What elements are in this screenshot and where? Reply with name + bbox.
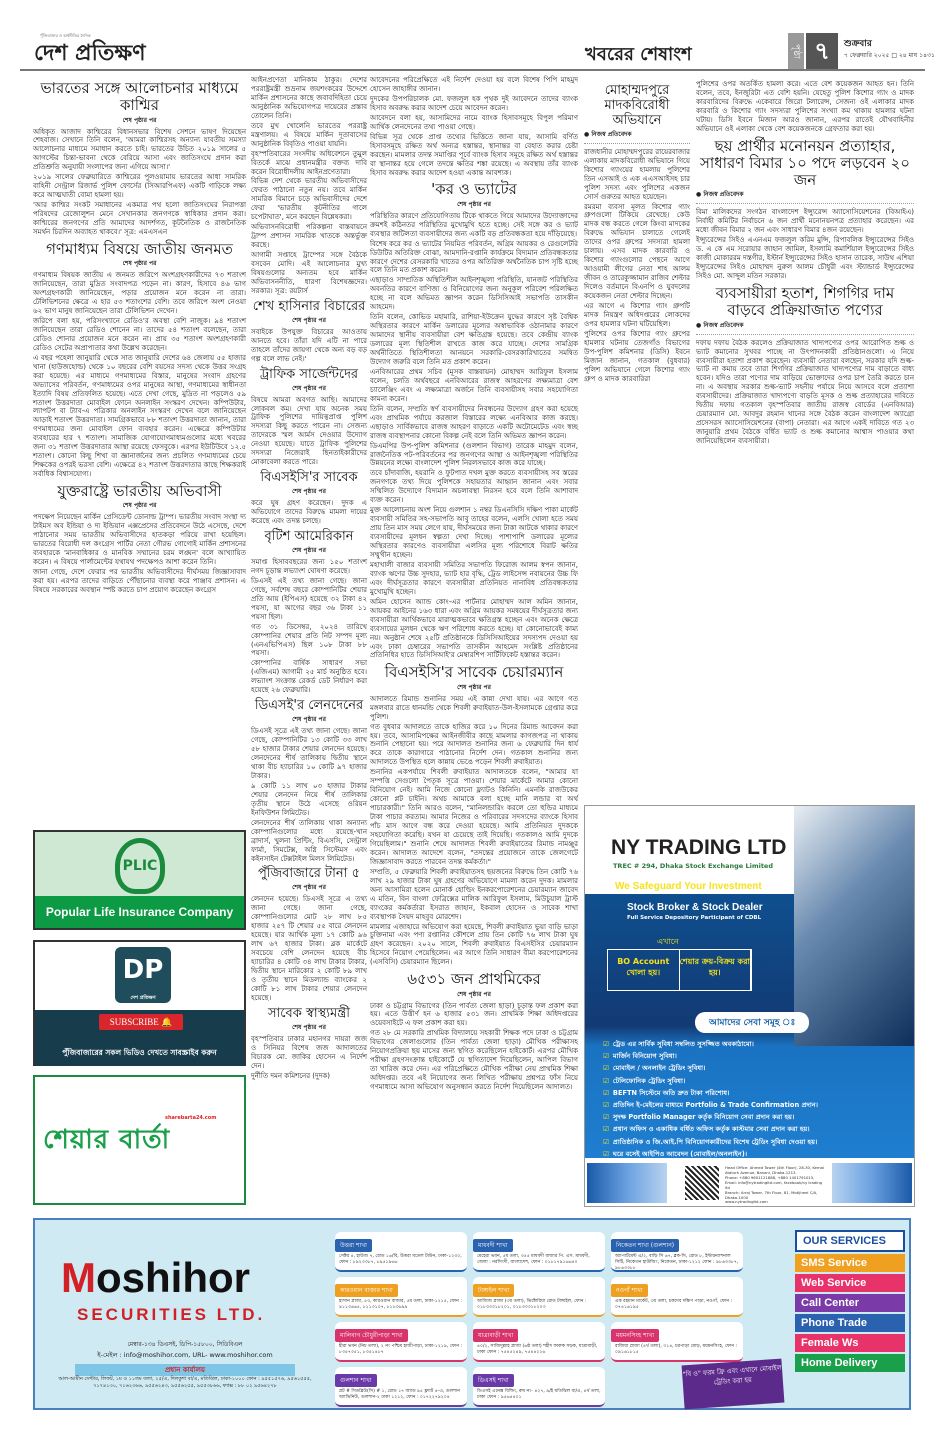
service-badge[interactable]: Call Center: [795, 1294, 905, 1312]
article-paragraph: তিনি বলেন, কোভিড মহামারি, রাশিয়া-ইউক্রেন যুদ্ধের কারণে সৃষ্ট বৈশ্বিক অস্থিরতার কারণে মার্কিন ডলারের মূল্যের অস্বাভাবিক ওঠানামার কারণে আমাদের স্থানীয় ব্যবসায়ীরা বেশ ক্ষতিগ্রস্ত হয়েছে। তবে কেন্দ্রীয় ব্যাংক ডলারের মূল্য স্থিতিশীল রাখতে কাজ করে যাচ্ছে। দেশের সামগ্রিক অর্থনীতিতে স্থিতিশীলতা আনয়নে সরকারি-বেসরকারিখাতের সমন্বিত উদ্যোগ জরুরি বলে তিনি মত প্রকাশ করেন।: [370, 313, 578, 366]
article: [251, 471, 367, 526]
article-paragraph: আবেদনে বলা হয়, আসামিদের নামে ব্যাংক হিসাবসমূহে বিপুল পরিমাণ আর্থিক লেনদেনের তথ্য পাওয়া গেছে।: [370, 113, 578, 131]
column-mid-wide: [370, 76, 578, 1210]
column-right-wide: [696, 80, 914, 800]
article-paragraph: মুক্ত আলোচনায় অংশ নিয়ে গুলশান ১ নম্বর ডিএনসিসি দক্ষিণ পাকা মার্কেট ব্যবসায়ী সমিতির সহ-সভাপতি আবু তাহের বলেন, এলসি খোলা হতে সময় প্রায় তিন মাস সময় লেগে যায়, দীর্ঘসময়ের জন্য টাকা আটকে থাকার কারণে ব্যবসায়ীদের মূলধন স্বল্পতা দেখা দিচ্ছে। পাশাপাশি ডলারের মূল্যের অস্থিরতার কারণেও ব্যবসায়ীরা এলসির মূল্য পরিশোধে বিরাট ক্ষতির সম্মুখীন হচ্ছেন।: [370, 506, 578, 559]
service-badge[interactable]: Phone Trade: [795, 1314, 905, 1332]
plic-name: Popular Life Insurance Company: [35, 896, 244, 928]
article-paragraph: পুলিশের ওপর অতর্কিত হামলা করে। এতে বেশ কয়েকজন আহত হন। তিনি বলেন, তবে, ইনজুরিটা এত বেশি হয়নি। যেহেতু পুলিশ কিশোর গ্যাং ও মাদক কারবারিদের বিরুদ্ধে একেবারে জিরো টলারেন্স, সেজন্য ওই এলাকার মাদক কারবারি ও কিশোর গ্যাং সদস্যরা পুলিশের সংখ্যা কম থাকায় হামলার ঘটনা ঘটায়। ডিসি ইবনে মিজান আরও জানান, এরপর রাতেই যৌথবাহিনীর অভিযানে ওই এলাকা থেকে বেশ কয়েকজনকে গ্রেফতার করা হয়।: [696, 80, 914, 133]
article-headline[interactable]: শেখ হাসিনার বিচারের: [252, 298, 366, 314]
article-paragraph: লেনদেন হয়েছে। ডিএসই সূত্রে এ তথ্য জানা গেছে। জানা গেছে, কোম্পানিগুলোর মোট ২৮ লাখ ৮৫ হাজার ২৫৭ টি শেয়ার ৫৫ বারে লেনদেন হয়েছে। যার আর্থিক মূল্য ১৭ কোটি ৯৬ লাখ ৬৭ হাজার টাকা। ব্লক মার্কেটে সবচেয়ে বেশি লেনদেন হয়েছে বীচ হ্যাচারির ৪ কোটি ৩৪ লাখ টাকার টাকার, দ্বিতীয় স্থানে মারিকোর ২ কোটি ৮৯ লাখ ও তৃতীয় স্থানে মিডল্যান্ড ব্যাংকের ২ কোটি ৮১ লাখ টাকার শেয়ার লেনদেন হয়েছে।: [251, 895, 367, 1002]
section-title: খবরের শেষাংশ: [585, 44, 692, 65]
ny-services-title: আমাদের সেবা সমূহ ঃ: [695, 1012, 809, 1033]
checkbox-icon: ☑: [603, 1113, 609, 1122]
moshihor-head-office-label: প্রধান কার্যালয়: [75, 1364, 295, 1376]
article-headline[interactable]: পুঁজিবাজারে টানা ৫: [257, 866, 361, 882]
branch-name: টাঙ্গাইল শাখা: [473, 1284, 514, 1297]
checkbox-icon: ☑: [603, 1052, 609, 1061]
article-paragraph: অভিবাসনবিরোধী পরিকল্পনা বাস্তবায়নে ট্রাম্প প্রশাসন সামরিক খাতকে অন্তর্ভুক্ত করছে।: [251, 223, 367, 250]
article-paragraph: বিমা মালিকদের সংগঠন বাংলাদেশ ইন্স্যুরেন্স অ্যাসোসিয়েশনের (বিআইএ) নির্বাহী কমিটির নির্বাচনে ৬ জন প্রার্থী মনোনয়নপত্র প্রত্যাহার করেছেন। এর মধ্যে জীবন বিমার ২ জন এবং সাধারণ বিমার ৪জন রয়েছেন।: [696, 208, 914, 235]
article-paragraph: গণমাধ্যম বিষয়ক জাতীয় এ জনমত জরিপে অংশগ্রহণকারীদের ৭৩ শতাংশ জানিয়েছেন, তারা মুদ্রিত সংবাদপত্র পড়েন না। কারণ, হিসাবে ৪৬ ভাগ অংশগ্রহণকারী জানিয়েছেন, পড়ার প্রয়োজন মনে করেন না তারা। টেলিভিশনের ক্ষেত্রে এ হার ৫৩ শতাংশের বেশি। তবে জরিপে অংশ নেওয়া ৬২ ভাগ মানুষ জানিয়েছেন তারা টেলিভিশন দেখেন।: [33, 271, 246, 315]
service-item: [603, 1099, 818, 1111]
article-paragraph: সমাপ্ত হিসাববছরের জন্য ১৫০ শতাংশ নগদ চূড়ান্ত লভ্যাংশ ঘোষণা করেছে।: [251, 557, 367, 575]
service-item: [603, 1038, 818, 1050]
article-paragraph: আদালতে রিমান্ড শুনানির সময় এই কান্না দেখা যায়। এর আগে গত মঙ্গলবার রাতে ধানমন্ডি থেকে শিবলী রুবাইয়াত-উল-ইসলামকে গ্রেপ্তার করে পুলিশ।: [370, 694, 578, 721]
checkbox-icon: ☑: [603, 1076, 609, 1085]
ny-offer-boxes: [607, 949, 752, 991]
popular-life-insurance-ad[interactable]: [33, 830, 246, 930]
service-label: BEFTN সিস্টেমে অতি দ্রুত টাকা পরিশোধ।: [612, 1088, 730, 1097]
article-paragraph: বিশেষ করে কর ও ভ্যাটের নিয়মিত পরিবর্তন, অগ্রিম আয়কর ও রেগুলেটরি ডিউটির অতিরিক্ত বোঝা, আমদানি-রপ্তানি কার্যক্রমে বিদ্যমান প্রতিবন্ধকতার কারণে দেশের বেসরকারি খাতের ওপর অতিরিক্ত অর্থনৈতিক চাপ সৃষ্টি হচ্ছে বলে তিনি মত প্রকাশ করেন।: [370, 239, 578, 275]
article: [33, 80, 246, 237]
dp-tv-ad[interactable]: [33, 940, 246, 1066]
dp-logo-text: DP: [122, 955, 164, 985]
article-paragraph: ইন্স্যুরেন্সের সিইও এএনএম ফজলুল করিম মুন্সি, রিপাবলিক ইন্স্যুরেন্সের সিইও ড. এ কে এম সরোয়ার জাহান জামিল, ইসলামি কমার্শিয়াল ইন্স্যুরেন্সের সিইও কাজী মোকাররম দস্তগীর, ইস্টার্ন ইন্স্যুরেন্সের সিইও হাসান তারেক, সাউথ এশিয়া ইন্স্যুরেন্সের সিইও মোহাম্মদ নুরুল আলম চৌধুরী এবং স্ট্যান্ডার্ড ইন্স্যুরেন্সের সিইও মো. আব্দুল মতিন সরকার।: [696, 236, 914, 281]
article: [370, 971, 578, 1092]
article-paragraph: সবাইকে উপযুক্ত বিচারের আওতায় আনতে হবে। তাঁরা যদি এটি না পারে তাহলে তাঁদের জায়গা থেকে অন্য বড় বড় গল্প বলে লাভ নেই।': [251, 327, 367, 363]
byline: ● নিজস্ব প্রতিবেদক: [696, 320, 914, 335]
ny-trading-brand: NY TRADING LTD: [611, 836, 787, 859]
dp-tv-caption: পুঁজিবাজারের সকল ভিডিও দেখতে সাবস্ক্রাইব করুন: [62, 1048, 217, 1057]
service-label: মোবাইল / অনলাইন ট্রেডিং সুবিধা।: [612, 1064, 706, 1073]
article: [33, 241, 246, 479]
service-label: মার্জিন বিনিয়োগ সুবিধা।: [612, 1052, 677, 1061]
page-number: ৭: [806, 33, 838, 69]
article: [584, 84, 690, 384]
ny-offer-trade: শেয়ার ক্রয়-বিক্রয় করা হয়।: [680, 950, 752, 990]
article-paragraph: আইনপ্রণেতা মানিকাম ঠাকুর। দেশের পররাষ্ট্রমন্ত্রী শুভ্রনাম জয়শংকরের উদ্দেশে মার্কিন প্রশাসনের কাছে জবাবদিহিতা চেয়ে আনুষ্ঠানিক অভিযোগপত্র দায়েরের প্রস্তাব তোলেন তিনি।: [251, 76, 367, 120]
service-badge[interactable]: Web Service: [795, 1274, 905, 1292]
ny-trec: TREC # 294, Dhaka Stock Exchange Limited: [613, 862, 773, 870]
masthead-divider: [20, 69, 925, 71]
article-paragraph: ৯ কোটি ১১ লাখ ০৩ হাজার টাকার শেয়ার লেনদেন নিয়ে শীর্ষ তালিকার তৃতীয় স্থানে উঠে এসেছে ওরিয়ন ইনফিউশন লিমিটেড।: [251, 781, 367, 817]
branch-name: কারওয়ান বাজার শাখা: [335, 1284, 398, 1297]
article-paragraph: কোম্পানির বার্ষিক সাধারণ সভা (এজিএম) আগামী ২৫ মার্চ অনুষ্ঠিত হবে। লভ্যাংশ সংক্রান্ত রেকর্ড ডেট নির্ধারণ করা হয়েছে ২৬ ফেব্রুয়ারি।: [251, 659, 367, 695]
service-badge[interactable]: SMS Service: [795, 1254, 905, 1272]
article-paragraph: তবে মুখ খোলেনি ভারতের পররাষ্ট্র মন্ত্রণালয়। এ বিষয়ে মার্কিন দূতাবাসের আনুষ্ঠানিক বিবৃতিও পাওয়া যায়নি।: [251, 121, 367, 148]
branch-name: ময়মনসিংহ শাখা: [611, 1329, 659, 1342]
article-headline[interactable]: বৃটিশ আমেরিকান: [264, 528, 354, 544]
issue-day: শুক্রবার: [844, 39, 872, 49]
newspaper-logo[interactable]: দেশ প্রতিক্ষণ: [34, 40, 146, 66]
article-paragraph: তিনি বলেন, সম্প্রতি স্বর্ণ ব্যবসায়ীদের নিবন্ধনের উদ্যোগ গ্রহণ করা হয়েছে এবং প্রাথমিক পর্যায়ে করজাল বিস্তারের লক্ষ্যে এনবিআর কাজ করছে। এছাড়াও সার্বিকভাবে রাজস্ব আহরণ বাড়াতে একটি অটোমেটেড এবং স্বচ্ছ রাজস্ব ব্যবস্থাপনার কোনো বিকল্প নেই বলে তিনি অভিমত জ্ঞাপন করেন।: [370, 404, 578, 440]
article-headline[interactable]: সাবেক স্বাস্থ্যমন্ত্রী: [267, 1005, 351, 1021]
plic-logo: PLIC: [115, 838, 165, 894]
article: [251, 1007, 367, 1081]
service-item: [603, 1050, 818, 1062]
bell-icon: 🔔: [161, 1017, 173, 1027]
article-paragraph: এর আগে এ কিশোর গ্যাং গ্রুপটি মাদক নিয়ন্ত্রণ অধিদপ্তরের লোকদের ওপর হামলার ঘটনা ঘটিয়েছিল।: [584, 302, 690, 328]
byline: ● নিজস্ব প্রতিবেদক: [584, 129, 690, 144]
branch-name: মাধবদী শাখা: [473, 1239, 513, 1252]
article: [251, 530, 367, 695]
moshihor-securities-ad[interactable]: [33, 1218, 911, 1410]
continued-label: শেষ পৃষ্ঠার পর: [292, 1023, 326, 1031]
ny-subtitle: Full Service Depository Participant of CDBL: [627, 915, 762, 921]
ny-offer-bo: BO Account খোলা হয়।: [608, 950, 680, 990]
article-paragraph: অধিকৃত আজাদ কাশ্মিরের বিধানসভার বিশেষ সেশনে ভাষণ দিয়েছেন শেহবাজ। সেখানে তিনি বলেন, 'আমরা কাশ্মিরসহ অন্যান্য যাবতীয় সমস্যা আলোচনার মাধ্যমে সমাধান করতে চাই। ভারতের উচিত ২০১৯ সালের ৫ আগস্টের চিন্তা-ভাবনা থেকে বেরিয়ে আসা এবং জাতিসংঘে প্রদান করা প্রতিশ্রুতি অনুযায়ী সংলাপের জন্য এগিয়ে আসা।': [33, 127, 246, 172]
byline: ● নিজস্ব প্রতিবেদক: [696, 189, 914, 204]
article-paragraph: বৃহস্পতিবারের সংসদীয় অধিবেশনে তুমুল বিতর্কে মাঝে প্রধানমন্ত্রীর বক্তব্য দাবি করেন বিরোধীদলীয় আইনপ্রণেতারা।: [251, 149, 367, 176]
article-headline[interactable]: ছয় প্রার্থীর মনোনয়ন প্রত্যাহার, সাধারণ বিমার ১০ পদে লড়বেন ২০ জন: [699, 136, 911, 190]
decor-strip-left: [587, 1163, 667, 1203]
article-paragraph: পরিস্থিতির কারণে প্রতিযোগিতায় টিকে থাকতে গিয়ে আমাদের উদ্যোক্তাদের ক্রমশই কঠিনতর পরিস্থিতির মুখোমুখি হতে হচ্ছে। সেই সঙ্গে কর ও ভ্যাট ব্যবস্থার জটিলতা ব্যবসায়ীদের জন্য একটি বড় প্রতিবন্ধকতা হয়ে দাঁড়িয়েছে।: [370, 211, 578, 238]
service-item: [603, 1111, 818, 1123]
subscribe-button[interactable]: [99, 1014, 183, 1030]
service-item: [603, 1075, 818, 1087]
ny-services-list: [603, 1038, 818, 1160]
article-paragraph: মামলার এজাহারে অভিযোগ করা হয়েছে, শিবলী রুবাইয়াত ভুয়া বাড়ি ভাড়া চুক্তিনামা এবং পণ্য রপ্তানির কৌশলে প্রায় তিন কোটি ৭৬ লাখ টাকা ঘুষ গ্রহণ করেছেন। ২০২০ সালে, শিবলী রুবাইয়াত বিএসইসির চেয়ারম্যান হিসেবে নিয়োগ পেয়েছিলেন। এর আগে তিনি সাধারণ বীমা করপোরেশনের (এসবিসি) চেয়ারম্যান ছিলেন।: [370, 922, 578, 967]
article-paragraph: গত ৩১ ডিসেম্বর, ২০২৪ তারিখে কোম্পানির শেয়ার প্রতি নিট সম্পদ মূল্য (এনএভিপিএস) ছিল ১০৮ টাকা ৮৮ পয়সা।: [251, 622, 367, 658]
article-paragraph: রমরমা ব্যবসা মূলত কিশোর গ্যাং গ্রুপগুলো টিকিয়ে রেখেছে। কেউ মাদক বন্ধ করতে গেলে কিংবা মাদকের বিরুদ্ধে অভিযান চালাতে গেলেই তাদের ওপর গ্রুপের সদস্যরা হামলা চালায়। এসব মাদক কারবারি ও কিশোর গ্যাংগুলোর পেছনে আগে আওয়ামী লীগের নেতা শাহ আলম জীবন ও তারেকুজ্জামান রাজিব শেল্টার দিলেও বর্তমানে বিএনপি ও যুবদলের কয়েকজন নেতা শেল্টার দিচ্ছেন।: [584, 202, 690, 301]
article-paragraph: বৃহস্পতিবার ঢাকার মহানগর দায়রা জজ ও সিনিয়র বিশেষ জজ আদালতের বিচারক মো. জাকির হোসেন এ নির্দেশ দেন।: [251, 1034, 367, 1070]
service-label: ঘরে বসেই আইপিও আবেদন (মোবাইল/অনলাইন)।: [612, 1149, 748, 1158]
article-paragraph: পুলিশের ওপর কিশোর গ্যাং গ্রুপের হামলার ঘটনায় তেজগাঁও বিভাগের উপ-পুলিশ কমিশনার (ডিসি) ইবনে মিজান জানান, গতকাল (বুধবার) পুলিশ অভিযানে গেলে কিশোর গ্যাং গ্রুপ ও মাদক কারবারিরা: [584, 329, 690, 383]
checkbox-icon: ☑: [603, 1125, 609, 1134]
branch-address: রাজিয়া প্লাজা (৪র্থ তলা), ৩১৪, চরপাড়া মোড়, ময়মনসিংহ, ফোন : ০৯১৬১৮১৫: [615, 1344, 738, 1355]
article-paragraph: ডিএসই সূত্রে এই তথ্য জানা গেছে। জানা গেছে, কোম্পানিটির ১৩ কোটি ৩৩ লাখ ৫৮ হাজার টাকার শেয়ার লেনদেন হয়েছে। লেনদেনের শীর্ষ তালিকায় দ্বিতীয় স্থানে থাকা বীচ হ্যাচারির ১০ কোটি ৯৭ হাজার টাকার।: [251, 727, 367, 780]
article-paragraph: লেনদেনের শীর্ষ তালিকায় থাকা অন্যান্য কোম্পানিগুলোর মধ্যে রয়েছে-খান ব্রাদার্স, খুলনা প্রিন্টিং, বিএসসি, সেন্ট্রাল ফার্মা, সিমটেক্স, অগ্নি সিস্টেমস এবং কইনসাইন টেক্সটাইল মিলস লিমিটেড।: [251, 818, 367, 863]
branch-card: [611, 1322, 743, 1362]
logo-rest: oshihor: [96, 1254, 250, 1301]
article-paragraph: 'আর কাশ্মির সংকট সমাধানের একমাত্র পথ হলো জাতিসংঘের নিরাপত্তা পরিষদের রেজোলুশন মেনে সেখানকার জনগণকে স্বাধিকার প্রদান করা। কাশ্মিরের জনগণের প্রতি আমাদের আদর্শগত, কূটনৈতিক ও রাজনৈতিক সমর্থন চিরদিন অব্যাহত থাকবে।' সূত্র: এমএসএন: [33, 201, 246, 236]
article-paragraph: ঢাকা ও চট্টগ্রাম বিভাগের (তিন পার্বত্য জেলা ছাড়া) চূড়ান্ত ফল প্রকাশ করা হয়। এতে উত্তীর্ণ হন ৬ হাজার ৫৩১ জন। প্রাথমিক শিক্ষা অধিদপ্তরের ওয়েবসাইটে এ ফল প্রকাশ করা হয়।: [370, 1001, 578, 1028]
subscribe-label: SUBSCRIBE: [109, 1017, 159, 1027]
moshihor-membership: মেম্বার-১৩৪ ডিএসই, ডিপি-১৫৮০০, সিডিবিএল: [127, 1341, 243, 1348]
moshihor-logo: [61, 1254, 250, 1302]
article: [251, 76, 367, 296]
article-paragraph: ২০১৯ সালের ফেব্রুয়ারিতে কাশ্মিরের পুলওয়ামায় ভারতের আধা সামরিক বাহিনী সেন্ট্রাল রিজার্ভ পুলিশ ফোর্সের (সিআরপিএফ) একটি গাড়িকে লক্ষ্য করে আত্মঘাতী বোমা হামলা হয়।: [33, 173, 246, 200]
article-paragraph: রাজধানীর মোহাম্মদপুরের রায়েরবাজার এলাকায় মাদকবিরোধী অভিযানে গিয়ে কিশোর গ্যাংয়ের হামলায় পুলিশের তিন এসআই ও এক এএসআইসহ চার পুলিশ সদস্য এবং পুলিশের একজন সোর্স গুরুতর আহত হয়েছেন।: [584, 147, 690, 201]
footer-line: Phone: +880 9601121888, +880 1401791015,: [725, 1174, 815, 1180]
continued-label: শেষ পৃষ্ঠার পর: [292, 546, 326, 554]
branch-card: [335, 1322, 467, 1362]
branch-name: নিকেতন শাখা (গুলশান): [611, 1239, 679, 1252]
branch-address: হীরা ভবন (নিচ তলা), ২ নং পশ্চিম হাজীপাড়া, ঢাকা-১২১৯, ফোন : ৮৩৫৭৩৫১, ৮৩৫১৪৮৭: [339, 1344, 463, 1355]
branch-address: আজিজ প্লাজা (৩য় তলা), ভিক্টোরিয়া রোড টাঙ্গাইল, ফোন : ০১৮৩৩৩১৮২০১, ০১৮৩৩৩১৮২০৩: [477, 1299, 587, 1310]
article: [33, 483, 246, 595]
checkbox-icon: ☑: [603, 1088, 609, 1097]
service-badge[interactable]: Home Delivery: [795, 1354, 905, 1372]
moshihor-head-office-address: আল-আমীন সেন্টার, লিফট, ১ম ও ১১তম তলা, ২৫/এ, দিলকুশা বা/এ, মতিঝিল, ঢাকা-১০০০ ফোন : ৯৫৫১৫৭৬, ৯৫৬১৫৫৫, ৭১৭৪১৩০, ৭১৬২৩৬৬, ৯৫৫৬২৪৩, ৯৫৫৬২৫৫, ৯৫৫৩৮৬৬, ফ্যাক্স : ৮৮ ০২ ৯৫৬৪২৭৮: [58, 1376, 312, 1389]
service-label: ট্রেড এর সার্বিক সুবিধা সম্বলিত সুসজ্জিত অবকাঠামো।: [612, 1040, 754, 1048]
article-paragraph: জানা গেছে, দেশে ফেরার পর ভারতীয় অভিবাসীদের দীর্ঘসময় জিজ্ঞাসাবাদ করা হয়। এরপর তাদের বাড়িতে পৌঁছানোর ব্যবস্থা করে পাঞ্জাব প্রশাসন। এ বিষয়ে সরকারের অবস্থান স্পষ্ট করতে চাপ প্রয়োগ করেছেন কংগ্রেস: [33, 568, 246, 594]
article-headline[interactable]: ৬৫৩১ জন প্রাথমিকের: [407, 970, 541, 989]
article: [696, 285, 914, 446]
share-barta-logo: শেয়ার বার্তা: [43, 1125, 171, 1155]
article-paragraph: এ বছর পহেলা জানুয়ারি থেকে সাত জানুয়ারি দেশের ৬৪ জেলায় ৫৫ হাজার খানা (হাউজহোল্ড) থেকে ১০ বছরের বেশি বয়সের সদস্য থেকে উত্তর সংগ্রহ করা হয়েছে। এর মাধ্যমে গণমাধ্যমের বিস্তার, মানুষের সংবাদ গ্রহণের অভ্যাসের পরিবর্তন, গণমাধ্যমের ওপর মানুষের আস্থা, গণমাধ্যমের স্বাধীনতা ইত্যাদি বিষয় প্রতিফলিত হয়েছে। এতে দেখা গেছে, মুদ্রিত না পড়লেও ৫৯ শতাংশ উত্তরদাতা মোবাইল ফোনে অনলাইন সংস্করণ দেখেন। কম্পিউটার, ল্যাপটপ বা ট্যাব-এ পত্রিকার অনলাইন সংস্করণ দেখেন বলে জানিয়েছেন আড়াই শতাংশ উত্তরদাতা। সামগ্রিকভাবে ৮৮ শতাংশ উত্তরদাতা জানান, তারা গণমাধ্যমের জন্য মোবাইল ফোন ব্যবহার করেন। এক্ষেত্রে কম্পিউটার ব্যবহারের হার ৭ শতাংশ। সামাজিক যোগাযোগমাধ্যমগুলোর মধ্যে খবরের জন্য ৩১ শতাংশ উত্তরদাতার আস্থা রয়েছে ফেসবুকে। এরপর ইউটিউবে ১২.৫ শতাংশ। কোনো কিছু শিখা বা জ্ঞানার্জনের জন্য প্রচলিত গণমাধ্যমের চেয়ে শিক্ষকের ওপরই ভরসা বেশি। এক্ষেত্রে ৪২ শতাংশ উত্তরদাতার কাছে শিক্ষকরাই সর্বাধিক বিশ্বাসযোগ্য।: [33, 353, 246, 479]
article: [251, 368, 367, 468]
article-headline[interactable]: বিএসইসি'র সাবেক চেয়ারম্যান: [384, 663, 564, 682]
article-paragraph: শুনানির একপর্যায়ে শিবলী রুবাইয়াত আদালতকে বলেন, "আমার যা সম্পত্তি সেগুলো পৈতৃক সূত্রে পাওয়া। শেয়ার মার্কেটে আমার কোনো বিনিয়োগ নেই। আমি নিজে কোনো ফ্ল্যাটও কিনিনি। এমনকি রাজউকের কোনো প্লট চাইনি। অথচ আমাকে বলা হচ্ছে মানি লন্ডার বা অর্থ পাচারকারী।" তিনি আরও বলেন, "মানিলন্ডারিং করলে তো হুন্ডির মাধ্যমে টাকা পাচার করতাম। আমার নিজের ও পরিবারের সদস্যদের ব্যাংকে হিসাব পাঁচ মাস আগে বন্ধ করে দেওয়া হয়েছে। আমি প্রতিনিয়ত দুদককে সহযোগিতা করেছি। যখন যা চেয়েছে তাই দিয়েছি। গতকালও আমি দুদকে গিয়েছিলাম।" শুনানি শেষে আদালত শিবলী রুবাইয়াতের রিমান্ড নামঞ্জুর করেন। আদালত আদেশে বলেন, "তদন্তের প্রয়োজনে তাকে জেলগেটে জিজ্ঞাসাবাদ করতে পারবেন তদন্ত কর্মকর্তা।": [370, 768, 578, 866]
service-item: [603, 1087, 818, 1099]
continued-label: শেষ পৃষ্ঠার পর: [292, 716, 326, 724]
branch-card: [473, 1367, 605, 1407]
article: [370, 76, 578, 177]
service-label: টেলিফোনিক ট্রেডিং সুবিধা।: [612, 1076, 686, 1085]
column-mid-narrow: [251, 76, 367, 1210]
article-paragraph: ডিএসই এই তথ্য জানা গেছে। জানা গেছে, সর্বশেষ বছরে কোম্পানিটির শেয়ার প্রতি আয় (ইপিএস) হয়েছে ৩২ টাকা ৪২ পয়সা, যা আগের বছর ৩৬ টাকা ১১ পয়সা ছিল।: [251, 576, 367, 621]
service-item: [603, 1148, 818, 1160]
article-paragraph: এনবিআরের প্রথম সচিব (মূসক বাস্তবায়ন) মোহাম্মদ আরিফুল ইসলাম বলেন, চলতি অর্থবছরে এনবিআরের রাজস্ব আহরণের লক্ষ্যমাত্রা বেশ চ্যালেঞ্জিং এবং এ লক্ষ্যমাত্রা অর্জনে তিনি ব্যবসায়ীসহ সবার সহযোগিতা কামনা করেন।: [370, 367, 578, 403]
footer-line: www.nytradingltd.com: [725, 1199, 768, 1205]
article-paragraph: বিভিন্ন সূত্র থেকে প্রাপ্ত তথ্যের ভিত্তিতে জানা যায়, আসামি বর্ণিত হিসাবসমূহে রক্ষিত অর্থ অন্যত্র হস্তান্তর, স্থানান্তর বা বেহাত করার চেষ্টা করছেন। মামলার তদন্ত সমাপ্তির পূর্বে ব্যাংক হিসাব সমূহে রক্ষিত অর্থ হস্তান্তর বা স্থানান্তর হয়ে গেলে তদন্তে ক্ষতির শঙ্কা রয়েছে। এ অবস্থায় তাঁর ব্যাংক হিসাব অবরুদ্ধ করার আদেশ হওয়া একান্ত আবশ্যক।: [370, 132, 578, 177]
branch-address: ৪০/২, সাজিদুল্লাহ প্লাজা (৬ষ্ঠ তলা) শহীদ ফারুক সড়ক, যাত্রাবাড়ী, ঢাকা ফোন : ৭৫৪৫২৪৯, ৭৫৪৪২২৬: [477, 1344, 598, 1355]
branch-card: [335, 1367, 467, 1407]
branch-name: উত্তরা শাখা: [335, 1239, 372, 1252]
branch-name: মালিবাগ চৌধুরীপাড়া শাখা: [335, 1329, 408, 1342]
service-label: প্রতিদিন ই-মেইলের মাধ্যমে Portfolio & Trade Confirmation প্রদান।: [612, 1101, 819, 1110]
article-headline[interactable]: ট্রাফিক সার্জেন্টদের: [259, 366, 359, 382]
branch-card: [335, 1232, 467, 1272]
branch-address: হাসান প্লাজা, ৫৩, কারওয়ান বাজার, ৫ম তলা, ঢাকা-১২১৫, ফোন : ৯১১৩৬৬৫, ৮১১৩১০৭, ৮১৮৩৬৯৯: [339, 1299, 462, 1310]
moshihor-securities: SECURITIES LTD.: [77, 1305, 266, 1324]
continued-label: শেষ পৃষ্ঠার পর: [122, 502, 157, 510]
service-badge[interactable]: Female Ws: [795, 1334, 905, 1352]
article-paragraph: অমিন হোসেন অ্যান্ড কোং-এর পার্টনার মোহাম্মদ আল অমিন জানান, আয়কর আইনের ১৬৩ ধারা এবং অগ্রিম আয়কর সমন্বয়ের দীর্ঘসূত্রতার জন্য ব্যবসায়ীরা আর্থিকভাবে মারাত্মকভাবে ক্ষতিগ্রস্ত হচ্ছেন এবং অনেক ক্ষেত্রে ব্যবসায়ের মূলধন থেকে ঋণ পরিশোধ করতে হচ্ছে। যা কোনোভাবেই কাম্য নয়। অনুষ্ঠান শেষে ২৫টি প্রতিষ্ঠানকে ডিসিসিআইয়ের সদস্যপদ দেওয়া হয় এবং ঢাকা চেম্বারের সভাপতি তাসকীন আহমেদ সংশ্লিষ্ট প্রতিষ্ঠানের প্রতিনিধির হাতে ডিসিসিআই'র মেম্বারশিপ সার্টিফিকেট হস্তান্তর করেন।: [370, 597, 578, 660]
branch-address: এক রহমান মার্কেট, ৩য় তলা, চকদেব দক্ষিণ পাড়া, নওগাঁ, ফোন : ০৭৪১৬১৯৫: [615, 1299, 733, 1310]
service-item: [603, 1136, 818, 1148]
article-paragraph: পদক্ষেপ নিয়েছেন মার্কিন প্রেসিডেন্ট ডোনাল্ড ট্রাম্প। ভারতীয় সংবাদ সংস্থা দ্য টাইমস অব ইন্ডিয়া ও দ্য ইন্ডিয়ান এক্সপ্রেসের প্রতিবেদনে উঠে এসেছে, দেশে পাঠানোর সময় ভারতীয় অভিবাসীদের হাতকড়া পরিয়ে রাখা হয়েছিল। ভারতের বিরোধী দল কংগ্রেস পার্টির নেতা গৌরভ গোগোই মার্কিন প্রশাসনের ব্যবহারকে 'মানবাধিকার ও মানবিক সম্মানের চরম লঙ্ঘন' বলে আখ্যায়িত করেন। এ বিষয়ে পার্লামেন্টের যথাযথ পদক্ষেপও আশা করেন তিনি।: [33, 513, 246, 567]
article-headline[interactable]: মোহাম্মদপুরে মাদকবিরোধী অভিযানে: [604, 83, 670, 128]
service-label: সুদক্ষ Portfolio Manager কর্তৃক বিনিয়োগ সেবা প্রদান করা হয়।: [612, 1113, 795, 1122]
article-headline[interactable]: 'কর ও ভ্যাটের: [431, 180, 517, 199]
branch-card: [473, 1232, 605, 1272]
article-paragraph: সম্প্রতি, ৫ ফেব্রুয়ারি শিবলী রুবাইয়াতসহ ছয়জনের বিরুদ্ধে তিন কোটি ৭৬ লাখ ২৯ হাজার টাকা ঘুষ গ্রহণের অভিযোগে মামলা করেন দুদক। মামলার অন্য আসামিরা হলেন মোনার্ক হোল্ডিং ইনকরপোরেশনের চেয়ারম্যান জাবেদ এ মতিন, বিন বাংলা ফেব্রিক্সের মালিক আরিফুল ইসলাম, মিউচুয়াল ট্রাস্ট ব্যাংকের কর্মকর্তারা ইসরাত জাহান, ইকবাল হোসেন ও সাবেক শাখা ব্যবস্থাপক সৈয়দ মাহবুব মোরশেদ।: [370, 867, 578, 921]
article-headline[interactable]: বিএসইসি'র সাবেক: [260, 470, 358, 486]
continued-label: শেষ পৃষ্ঠার পর: [457, 200, 491, 208]
stock-chart-image: [794, 806, 914, 1046]
branch-name: নওগাঁ শাখা: [611, 1284, 648, 1297]
article-paragraph: দুর্নীতি দমন কমিশনের (দুদক): [251, 1071, 331, 1080]
column-right-narrow: [584, 80, 690, 800]
continued-label: শেষ পৃষ্ঠার পর: [292, 488, 326, 496]
service-item: [603, 1062, 818, 1074]
article: [251, 300, 367, 364]
continued-label: শেষ পৃষ্ঠার পর: [457, 683, 491, 691]
service-label: প্রধান অফিস ও একাধিক বর্ধিত অফিস কর্তৃক কাস্টমার সেবা প্রদান করা হয়।: [612, 1125, 810, 1134]
article: [696, 138, 914, 281]
article-paragraph: গত ২৮ মে সরকারি প্রাথমিক বিদ্যালয়ে সহকারী শিক্ষক পদে ঢাকা ও চট্টগ্রাম বিভাগের জেলাগুলোর (তিন পার্বত্য জেলা ছাড়া) মৌখিক পরীক্ষাসহ নিয়োগপ্রক্রিয়া ছয় মাসের জন্য স্থগিত করেছিলেন হাইকোর্ট। এরপর মৌখিক পরীক্ষা গ্রহণসংক্রান্ত হাইকোর্টে যে স্থগিতাদেশ দিয়েছিলেন, আপিল বিভাগ তা খারিজ করে দেন। এর পরিপ্রেক্ষিতে মৌখিক পরীক্ষা নেয় প্রাথমিক শিক্ষা অধিদপ্তর। তবে এই নিয়োগের জন্য লিখিত পরীক্ষায় প্রশ্নপত্র ফাঁস নিয়ে গণমাধ্যমে আসা অভিযোগ অনুসন্ধান করতে নির্দেশ দিয়েছিলেন আদালত।: [370, 1029, 578, 1092]
branch-card: [335, 1277, 467, 1317]
dp-tv-logo: [115, 947, 171, 1003]
issue-date: ৭ ফেব্রুয়ারি ২০২৫ □ ২৪ মাঘ ১৪৩১: [844, 52, 935, 59]
branch-name: গুলশান শাখা: [335, 1374, 377, 1387]
branch-address: মেহেরা ভবন, ৫ম তলা, ৩৫৫ মাধবদী বাজার পি. এস. মাধবদী, জেলা : নরসিংদী, বাংলাদেশ, ফোন : ০১৮১৭৯১৬৬৪০: [477, 1254, 590, 1265]
dp-logo-sub: দেশ প্রতিক্ষণ: [130, 995, 156, 1001]
article-paragraph: আবেদনের পরিপ্রেক্ষিতে এই নির্দেশ দেওয়া হয় বলে বিশেষ পিপি মাহমুদ হোসেন জাহাঙ্গীর জানান।: [370, 76, 578, 93]
checkbox-icon: ☑: [603, 1064, 609, 1073]
article-headline[interactable]: ডিএসই'র লেনদেনের: [254, 698, 364, 714]
article-headline[interactable]: গণমাধ্যম বিষয়ে জাতীয় জনমত: [46, 239, 233, 258]
decor-strip-right: [832, 1163, 912, 1203]
ny-tagline: We Safeguard Your Investment: [615, 881, 762, 892]
logo-m: M: [61, 1254, 96, 1301]
article-paragraph: ডিএমপির উপ-পুলিশ কমিশনার (গুলশান বিভাগ) তারেক মাহমুদ বলেন, রাজনৈতিক পট-পরিবর্তনের পর জনগণের আস্থা ও আইনশৃঙ্খলা পরিস্থিতির উন্নয়নের লক্ষ্যে বাংলাদেশ পুলিশ নিরলসভাবে কাজ করে যাচ্ছে।: [370, 441, 578, 468]
article-paragraph: দফায় দফায় বৈঠক করলেও প্রক্রিয়াজাত খাদ্যপণ্যের ওপর আরোপিত শুল্ক ও ভ্যাট কমানোর সুখবর পাচ্ছে না উৎপাদনকারী প্রতিষ্ঠানগুলো। এ নিয়ে ব্যবসায়ীরা হতাশা প্রকাশ করেছেন। ব্যবসায়ী নেতারা বলছেন, সরকার যদি শুল্ক-ভ্যাট না কমায় তবে তারা শিগগির প্রক্রিয়াজাত খাদ্যপণ্যের দাম বাড়াতে বাধ্য হবেন। যদিও তারা পণ্যের দাম বাড়িয়ে ভোক্তাদের ওপর চাপ তৈরি করতে চান না। এ অবস্থায় সরকার শুল্ক-ভ্যাট সহনীয় পর্যায়ে নিয়ে আসবে বলে প্রত্যাশা ব্যবসায়ীদের। প্রক্রিয়াজাত খাদ্যপণ্যে বাড়তি মূসক ও শুল্ক প্রত্যাহারের দাবিতে দ্বিতীয় দফায় গতকাল বৃহস্পতিবার জাতীয় রাজস্ব বোর্ডের (এনবিআর) চেয়ারম্যান মো. আবদুর রহমান খানের সঙ্গে বৈঠক করেন বাংলাদেশ অ্যাগ্রো প্রসেসরস অ্যাসোসিয়েশনের (বাপা) নেতারা। এর আগে একই দাবিতে গত ২৩ জানুয়ারি প্রথম বৈঠকে বর্ধিত ভ্যাট ও শুল্ক কমানোর আশ্বাস পাওয়ার কথা জানিয়েছিলেন ব্যবসায়ীরা।: [696, 338, 914, 446]
ny-here: এখানে: [657, 937, 679, 946]
article-paragraph: বিভিন্ন দেশ থেকে ভারতীয় অভিবাসীদের ফেরত পাঠানো নতুন নয়। তবে মার্কিন সামরিক বিমানে চড়ে অভিবাসীদের দেশে ফেরা 'ভারতীয় কূটনীতির গালে চপেটাঘাত', মনে করছেন বিশ্লেষকরা।: [251, 177, 367, 222]
continued-label: শেষ পৃষ্ঠার পর: [457, 990, 491, 998]
article-paragraph: এছাড়াও সাম্প্রতিক অস্থিতিশীল আইনশৃঙ্খলা পরিস্থিতি, যানজট পরিস্থিতির অবনতির কারণে বাণিজ্য ও বিনিয়োগের জন্য অনুকূল পরিবেশ পরিলক্ষিত হচ্ছে না বলে অভিমত জ্ঞাপন করেন ডিসিসিআই সভাপতি তাসকীন আহমেদ।: [370, 276, 578, 312]
our-services: [795, 1230, 905, 1374]
article-paragraph: জরিপে বলা হয়, পরিসংখ্যানে রেডিও'র অবস্থা বেশি নাজুক। ৯৪ শতাংশ জানিয়েছেন তারা রেডিও শোনেন না। তাদের ৫৪ শতাংশ বলেছেন, তারা রেডিও শোনার প্রয়োজন মনে করেন না। প্রায় ৩৫ শতাংশ অংশগ্রহণকারী রেডিও সেটের অপ্রাপ্যতার কথা উল্লেখ করেছেন।: [33, 316, 246, 352]
article-paragraph: করে ঘুষ গ্রহণ করেছেন। দুদক এ অভিযোগে তাদের বিরুদ্ধে মামলা দায়ের করেছে এবং তদন্ত চলছে।: [251, 499, 367, 526]
branch-name: যাত্রাবাড়ী শাখা: [473, 1329, 518, 1342]
ny-title: Stock Broker & Stock Dealer: [627, 902, 763, 913]
branch-address: প্লট # সিডব্লিউ(সি) # ১, রোড ১৭ অ্যাড ৯৫ ফ্ল্যাট ৪-এ, গুলশান অ্যাভিনিউ, গুলশান-২ ঢাকা ১২১২, ফোন : ০১৭২২৭৯২০৪: [339, 1389, 461, 1400]
article-paragraph: তবে চাঁদাবাজি, হয়রানি ও ফুটপাত দখল মুক্ত করতে ব্যবসায়ীসহ সব স্তরের জনগণকে তথ্য দিয়ে পুলিশকে সহায়তার আহ্বান জানান এবং সবার সম্মিলিত উদ্যোগে বিদ্যমান অচলাবস্থা নিরসন হবে বলে তিনি আশাবাদ ব্যক্ত করেন।: [370, 469, 578, 505]
checkbox-icon: ☑: [603, 1101, 609, 1110]
column-left: [33, 76, 246, 824]
footer-line: Branch: Arraj Tower, 7th Floor, 81, Motijheel C/A, Dhaka-1000: [725, 1189, 818, 1200]
ny-trading-ad[interactable]: [584, 805, 915, 1207]
branch-card: [611, 1277, 743, 1317]
branch-card: [473, 1277, 605, 1317]
article-paragraph: গত বুধবার আদালতে তাকে হাজির করে ১০ দিনের রিমান্ড আবেদন করা হয়। তবে, আসামিপক্ষের আইনজীবীর কাছে মামলার কাগজপত্র না থাকায় শুনানি পেছানো হয়। পরে আদালত শুনানির জন্য ৬ ফেব্রুয়ারি দিন ধার্য করে তাকে কারাগারে পাঠানোর নির্দেশ দেন। গতকাল শুনানির জন্য আদালতে উপস্থিত হলে কান্নায় ভেঙে পড়েন শিবলী রুবাইয়াত।: [370, 722, 578, 767]
ny-footer: [725, 1166, 825, 1205]
bo-form-offer: "বি ও" ফরম ফ্রি এবং এখানে মোবাইল ট্রেডিং করা হয়: [682, 1359, 785, 1410]
qr-code-icon: [685, 1166, 719, 1200]
article: [370, 664, 578, 967]
branch-name: ডিএসই শাখা: [473, 1374, 514, 1387]
branch-address: সেক্টর ৪, হাউজ ৭, রোড ১৬/বি, উত্তরা মডেল টাউন, ঢাকা-১২৩০, ফোন : ৮৯২৩৩৮৭, ৮৯৫১৯৬৬: [339, 1254, 462, 1265]
article: [696, 80, 914, 134]
checkbox-icon: ☑: [603, 1137, 609, 1146]
branch-card: [473, 1322, 605, 1362]
footer-line: Email: info@nytradingltd.com, facebook/ny trading ltd: [725, 1179, 823, 1190]
continued-label: শেষ পৃষ্ঠার পর: [292, 884, 326, 892]
article: [251, 699, 367, 863]
branch-card: [611, 1232, 743, 1272]
continued-label: শেষ পৃষ্ঠার পর: [292, 316, 326, 324]
continued-label: শেষ পৃষ্ঠার পর: [292, 384, 326, 392]
branch-address: অ্যাপার্টমেন্ট এ/২, বাড়ি সি ৬৭, ব্লক-সি, রোড ৮, ইন্টারন্যাশনাল সিটি, নিকেতন হাউজিং, নিকেতন, ঢাকা-১২১২ ফোন : ৯৮৬৩৩৮৭, ৯৮৬৩৩৮৮: [615, 1254, 739, 1271]
service-item: [603, 1123, 818, 1135]
article-headline[interactable]: ব্যবসায়ীরা হতাশ, শিগগির দাম বাড়বে প্রক্রিয়াজাত পণ্যের: [715, 284, 895, 320]
branch-address: ডিএসই এনেক্স বিল্ডিং, রুম নং- ৪২৭, ৯/ই মতিঝিল বা/এ, ৪র্থ তলা, ঢাকা ফোন : ৯৫৬৪৪০১: [477, 1389, 601, 1400]
our-services-title: OUR SERVICES: [795, 1230, 905, 1252]
continued-label: শেষ পৃষ্ঠার পর: [122, 116, 157, 124]
footer-line: Head Office: Ahmed Tower (4th Floor), 28-30, Kemal Ataturk Avenue, Banani, Dhaka-1213.: [725, 1165, 825, 1175]
article-paragraph: আগামী সপ্তাহে ট্রাম্পের সঙ্গে বৈঠকে বসবেন মোদি। এই আলোচনার মুখ্য বিষয়গুলোর অন্যতম হবে মার্কিন অভিবাসননীতি, ধারণা বিশেষজ্ঞদের। সরকার। সূত্র: রয়টার্স: [251, 251, 367, 295]
checkbox-icon: ☑: [603, 1149, 609, 1158]
article-paragraph: দুদকের উপপরিচালক মো. ফজলুল হক পৃথক দুই আবেদনে তাদের ব্যাংক হিসাব অবরুদ্ধ করার আদেশ চেয়ে আবেদন করেন।: [370, 94, 578, 112]
moshihor-email[interactable]: ই-মেইল : info@moshihor.com, URL- www.moshihor.com: [97, 1351, 273, 1359]
service-label: প্রাতিষ্ঠানিক ও জি.আই.পি বিনিয়োগকারীদের বিশেষ ট্রেডিং সুবিধা দেওয়া হয়।: [612, 1137, 818, 1146]
share-barta-url[interactable]: sharebarta24.com: [165, 1115, 217, 1121]
article-headline[interactable]: ভারতের সঙ্গে আলোচনার মাধ্যমে কাশ্মির: [40, 79, 239, 115]
article: [251, 867, 367, 1002]
article-paragraph: বিষয়ে আমরা অবগত আছি। আমাদের লোকবল কম। দেখা যায় অনেক সময় ট্রাফিক পুলিশের দায়িত্বপ্রাপ্ত পুলিশ সদস্যরা কিছু করতে পারেন না। সেজন্য তাদেরকে স্মল আর্মস দেওয়ার উদ্যোগ নেওয়া হয়েছে। যাতে ট্রাফিক পুলিশের সদস্যরা নিজেরাই ছিনতাইকারীদের মোকাবেলা করতে পারে।: [251, 395, 367, 467]
page-label: পৃষ্ঠা: [788, 33, 804, 69]
share-barta-ad[interactable]: [33, 1075, 246, 1205]
continued-label: শেষ পৃষ্ঠার পর: [122, 260, 157, 268]
checkbox-icon: ☑: [603, 1040, 609, 1048]
article-paragraph: মহাখালী বাজার ব্যবসায়ী সমিতির সভাপতি ফিরোজ আলম স্বপন জানান, ব্যাংক ঋণের উচ্চ সুদহার, ভ্যাট হার বৃদ্ধি, ট্রেড লাইসেন্স নবায়নের উচ্চ ফি এবং দীর্ঘসূত্রতার কারণে ব্যবসায়ীরা প্রতিনিয়ত নানাবিধ প্রতিবন্ধকতার মুখোমুখি হচ্ছেন।: [370, 560, 578, 596]
masthead-tagline: পুঁজিবাজার ও অর্থনীতির দৈনিক: [40, 33, 91, 38]
article-headline[interactable]: যুক্তরাষ্ট্রে ভারতীয় অভিবাসী: [57, 482, 222, 501]
article: [370, 181, 578, 660]
